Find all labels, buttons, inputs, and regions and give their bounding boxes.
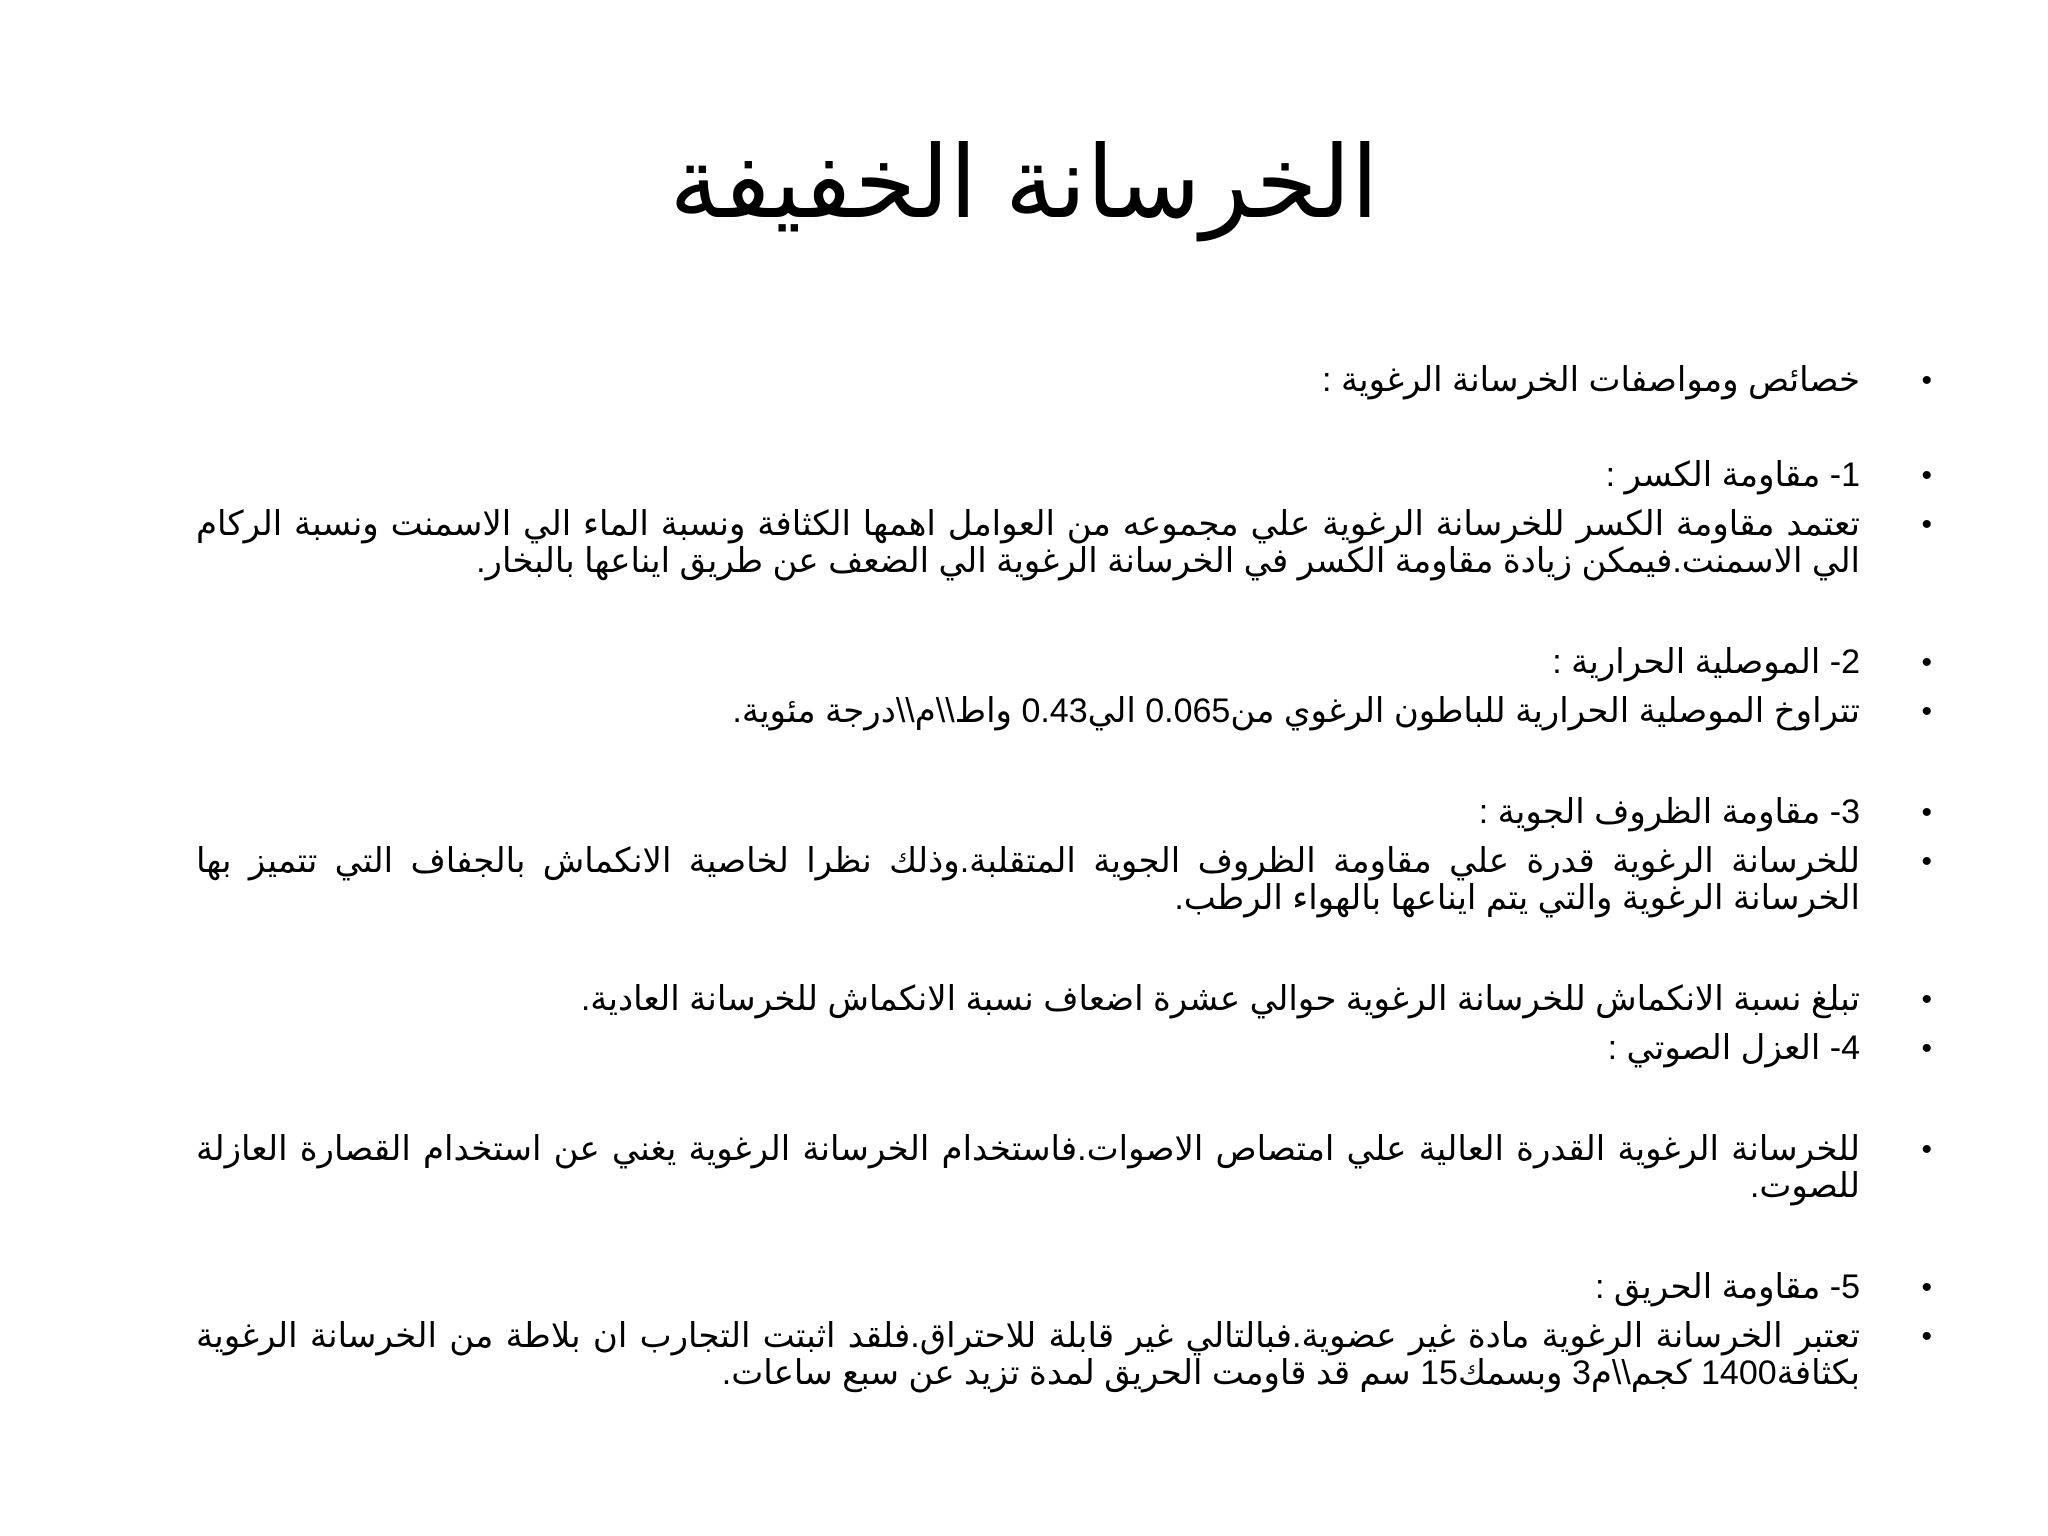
- bullet-item: • تبلغ نسبة الانكماش للخرسانة الرغوية حوالي عشرة اضعاف نسبة الانكماش للخرسانة العادية.: [196, 981, 1870, 1018]
- bullet-item: • تعتبر الخرسانة الرغوية مادة غير عضوية.فبالتالي غير قابلة للاحتراق.فلقد اثبتت التجارب ان بلاطة من الخرسانة الرغوية بكثافة1400 كجم\\م3 وبسمك15 سم قد قاومت الحريق لمدة تزيد عن سبع ساعات.: [196, 1318, 1870, 1392]
- bullet-list: [196, 362, 1870, 1392]
- bullet-item: • 4- العزل الصوتي :: [196, 1030, 1870, 1067]
- slide-title: الخرسانة الخفيفة: [669, 127, 1379, 239]
- bullet-item: • 1- مقاومة الكسر :: [196, 457, 1870, 494]
- bullet-item: • تتراوخ الموصلية الحرارية للباطون الرغوي من0.065 الي0.43 واط\\م\\درجة مئوية.: [196, 693, 1870, 730]
- bullet-item: • خصائص ومواصفات الخرسانة الرغوية :: [196, 362, 1870, 399]
- bullet-item: • للخرسانة الرغوية القدرة العالية علي امتصاص الاصوات.فاستخدام الخرسانة الرغوية يغني عن استخدام القصارة العازلة للصوت.: [196, 1131, 1870, 1205]
- bullet-item: • للخرسانة الرغوية قدرة علي مقاومة الظروف الجوية المتقلبة.وذلك نظرا لخاصية الانكماش بالجفاف التي تتميز بها الخرسانة الرغوية والتي يتم ايناعها بالهواء الرطب.: [196, 843, 1870, 917]
- bullet-item: • 3- مقاومة الظروف الجوية :: [196, 794, 1870, 831]
- bullet-item: • 2- الموصلية الحرارية :: [196, 644, 1870, 681]
- bullet-item: • تعتمد مقاومة الكسر للخرسانة الرغوية علي مجموعه من العوامل اهمها الكثافة ونسبة الماء الي الاسمنت ونسبة الركام الي الاسمنت.فيمكن زيادة مقاومة الكسر في الخرسانة الرغوية الي الضعف عن طريق ايناعها بالبخار.: [196, 506, 1870, 580]
- bullet-item: • 5- مقاومة الحريق :: [196, 1269, 1870, 1306]
